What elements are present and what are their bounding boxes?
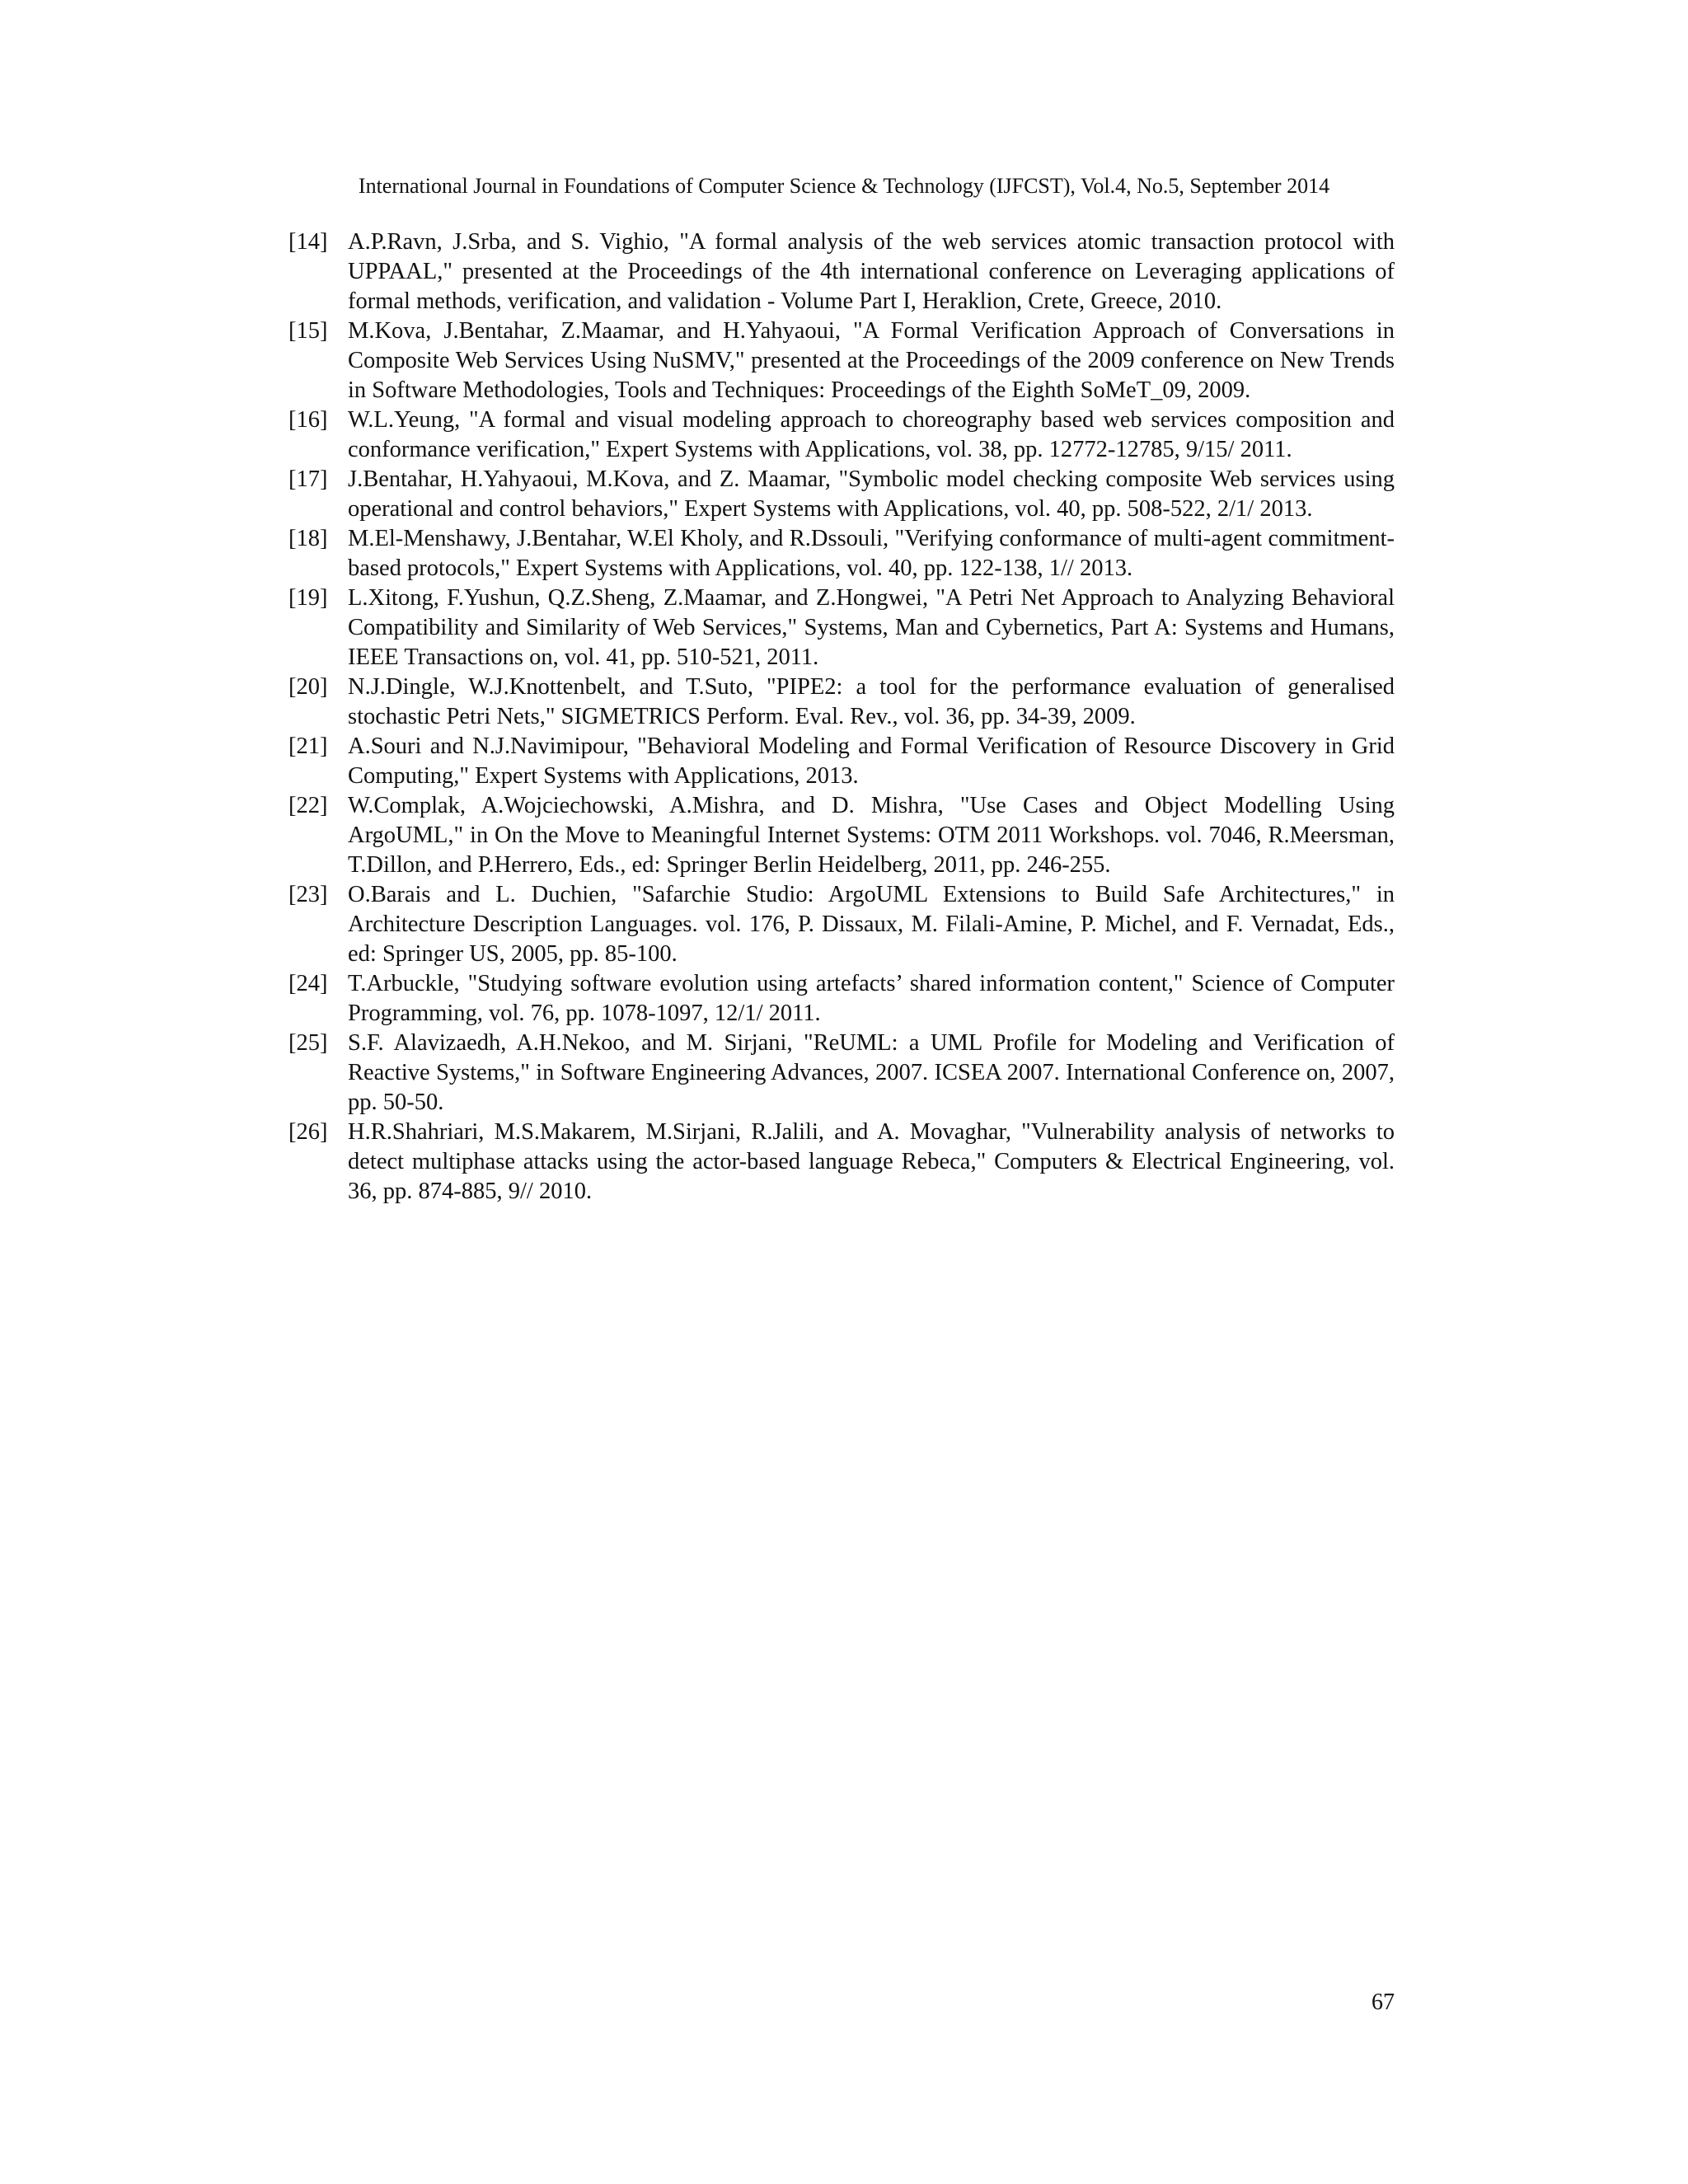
reference-text: M.Kova, J.Bentahar, Z.Maamar, and H.Yahyaoui, "A Formal Verification Approach of Conversations in Composite Web Services Using NuSMV," presented at the Proceedings of the 2009 conference on New Trends in Software Methodologies, Tools and Techniques: Proceedings of the Eighth SoMeT_09, 2009.	[348, 318, 1395, 403]
reference-number: [15]	[288, 318, 328, 344]
reference-item	[288, 791, 1395, 880]
reference-text: M.El-Menshawy, J.Bentahar, W.El Kholy, and R.Dssouli, "Verifying conformance of multi-agent commitment-based protocols," Expert Systems with Applications, vol. 40, pp. 122-138, 1// 2013.	[348, 526, 1395, 581]
reference-number: [23]	[288, 882, 328, 907]
reference-item	[288, 465, 1395, 524]
reference-number: [26]	[288, 1119, 328, 1145]
page-number: 67	[1372, 1990, 1395, 2015]
reference-number: [25]	[288, 1030, 328, 1056]
reference-text: A.Souri and N.J.Navimipour, "Behavioral Modeling and Formal Verification of Resource Discovery in Grid Computing," Expert Systems with Applications, 2013.	[348, 733, 1395, 789]
running-header: International Journal in Foundations of Computer Science & Technology (IJFCST), Vol.4, No.5, September 2014	[358, 174, 1330, 198]
reference-number: [20]	[288, 674, 328, 700]
reference-text: W.L.Yeung, "A formal and visual modeling approach to choreography based web services composition and conformance verification," Expert Systems with Applications, vol. 38, pp. 12772-12785, 9/15/ 2011.	[348, 407, 1395, 462]
reference-text: H.R.Shahriari, M.S.Makarem, M.Sirjani, R.Jalili, and A. Movaghar, "Vulnerability analysis of networks to detect multiphase attacks using the actor-based language Rebeca," Computers & Electrical Engineering, vol. 36, pp. 874-885, 9// 2010.	[348, 1119, 1395, 1204]
reference-item	[288, 880, 1395, 969]
reference-number: [19]	[288, 585, 328, 611]
reference-number: [14]	[288, 229, 328, 255]
reference-text: A.P.Ravn, J.Srba, and S. Vighio, "A formal analysis of the web services atomic transaction protocol with UPPAAL," presented at the Proceedings of the 4th international conference on Leveraging applications of formal methods, verification, and validation - Volume Part I, Heraklion, Crete, Greece, 2010.	[348, 229, 1395, 314]
reference-item	[288, 969, 1395, 1029]
reference-item	[288, 583, 1395, 673]
reference-number: [18]	[288, 526, 328, 551]
reference-text: N.J.Dingle, W.J.Knottenbelt, and T.Suto, "PIPE2: a tool for the performance evaluation of generalised stochastic Petri Nets," SIGMETRICS Perform. Eval. Rev., vol. 36, pp. 34-39, 2009.	[348, 674, 1395, 729]
reference-item	[288, 227, 1395, 316]
reference-item	[288, 1118, 1395, 1207]
reference-item	[288, 1029, 1395, 1118]
reference-number: [16]	[288, 407, 328, 433]
reference-text: L.Xitong, F.Yushun, Q.Z.Sheng, Z.Maamar, and Z.Hongwei, "A Petri Net Approach to Analyzing Behavioral Compatibility and Similarity of Web Services," Systems, Man and Cybernetics, Part A: Systems and Humans, IEEE Transactions on, vol. 41, pp. 510-521, 2011.	[348, 585, 1395, 670]
reference-number: [24]	[288, 971, 328, 996]
reference-item	[288, 405, 1395, 465]
reference-item	[288, 732, 1395, 791]
reference-text: W.Complak, A.Wojciechowski, A.Mishra, and D. Mishra, "Use Cases and Object Modelling Using ArgoUML," in On the Move to Meaningful Internet Systems: OTM 2011 Workshops. vol. 7046, R.Meersman, T.Dillon, and P.Herrero, Eds., ed: Springer Berlin Heidelberg, 2011, pp. 246-255.	[348, 793, 1395, 878]
reference-item	[288, 316, 1395, 405]
reference-number: [17]	[288, 466, 328, 492]
reference-list	[288, 227, 1395, 1207]
reference-text: J.Bentahar, H.Yahyaoui, M.Kova, and Z. Maamar, "Symbolic model checking composite Web services using operational and control behaviors," Expert Systems with Applications, vol. 40, pp. 508-522, 2/1/ 2013.	[348, 466, 1395, 522]
reference-text: O.Barais and L. Duchien, "Safarchie Studio: ArgoUML Extensions to Build Safe Architectures," in Architecture Description Languages. vol. 176, P. Dissaux, M. Filali-Amine, P. Michel, and F. Vernadat, Eds., ed: Springer US, 2005, pp. 85-100.	[348, 882, 1395, 967]
reference-text: S.F. Alavizaedh, A.H.Nekoo, and M. Sirjani, "ReUML: a UML Profile for Modeling and Verification of Reactive Systems," in Software Engineering Advances, 2007. ICSEA 2007. International Conference on, 2007, pp. 50-50.	[348, 1030, 1395, 1115]
reference-number: [21]	[288, 733, 328, 759]
reference-item	[288, 524, 1395, 583]
reference-number: [22]	[288, 793, 328, 818]
reference-item	[288, 673, 1395, 732]
reference-text: T.Arbuckle, "Studying software evolution using artefacts’ shared information content," Science of Computer Programming, vol. 76, pp. 1078-1097, 12/1/ 2011.	[348, 971, 1395, 1026]
